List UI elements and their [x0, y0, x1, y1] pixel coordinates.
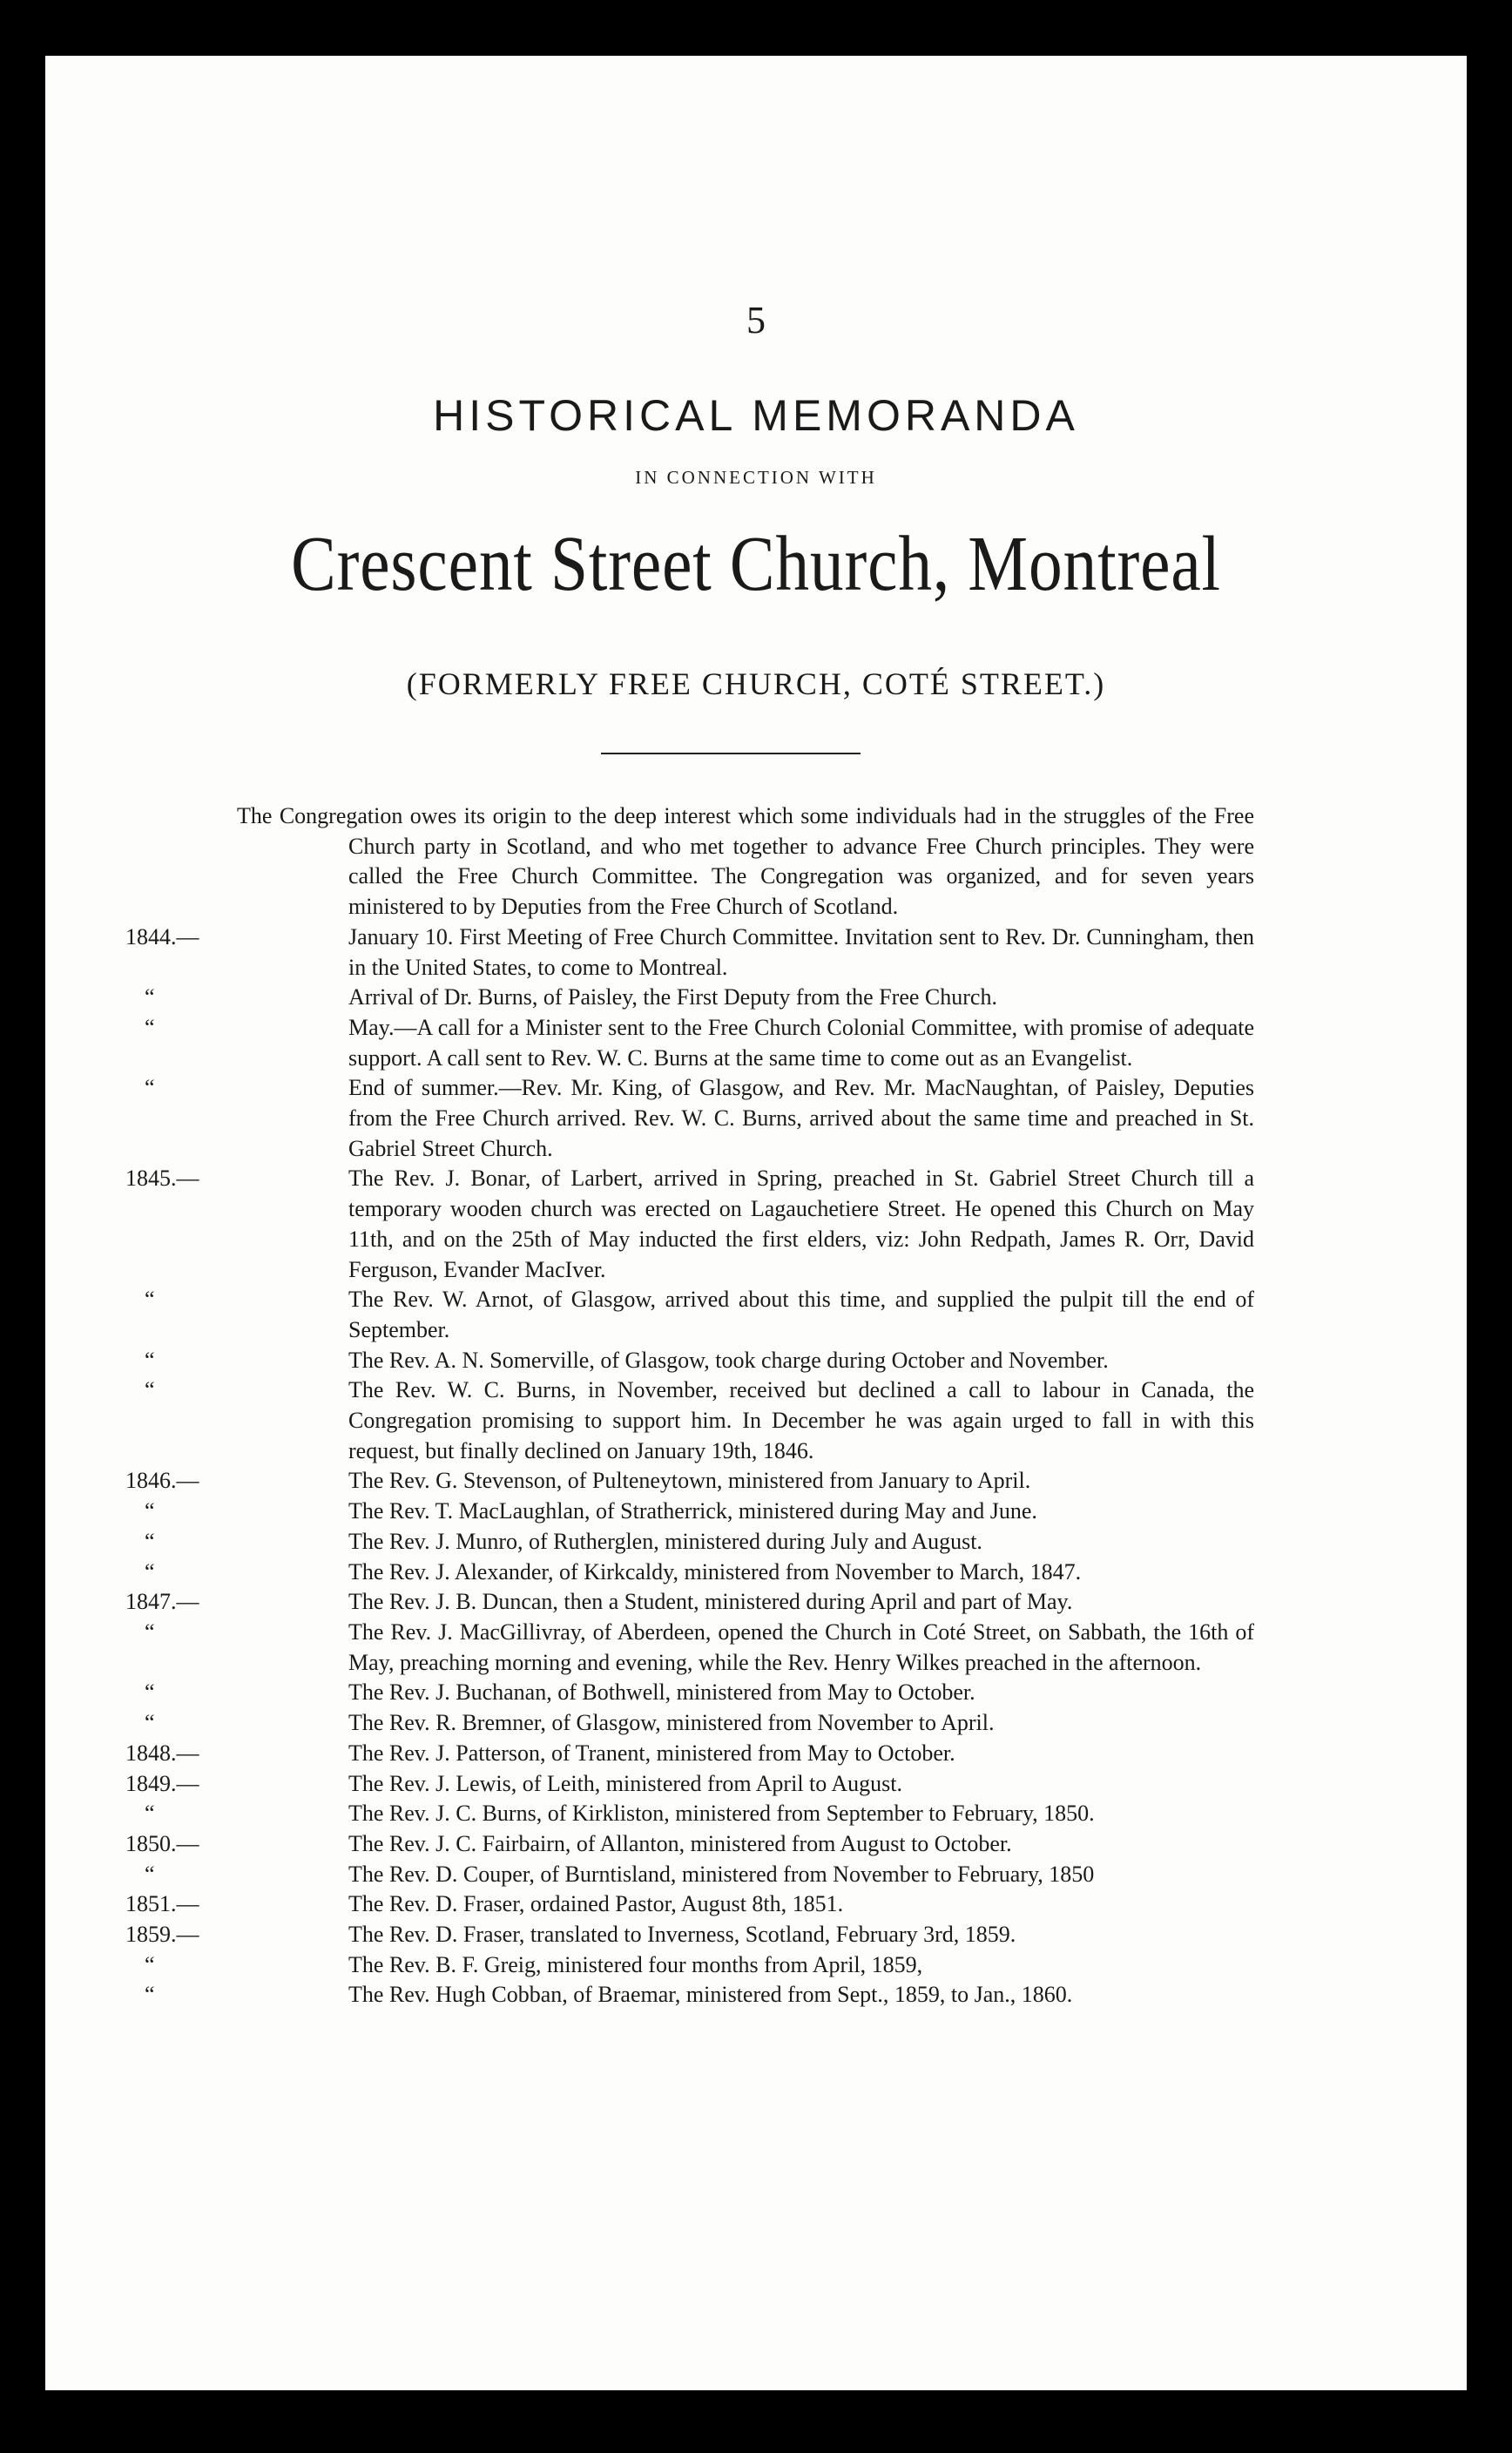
memoranda-entry: [145, 1618, 1254, 1678]
entry-text: The Rev. J. Lewis, of Leith, ministered from April to August.: [348, 1770, 902, 1796]
memoranda-entry: [145, 1799, 1254, 1829]
entry-year: 1845.—: [125, 1166, 199, 1192]
entry-text: The Rev. Hugh Cobban, of Braemar, ministered from Sept., 1859, to Jan., 1860.: [348, 1982, 1073, 2008]
entry-year: 1844.—: [125, 923, 199, 949]
memoranda-entry: [125, 1739, 1254, 1769]
memoranda-entry: [125, 1587, 1254, 1618]
entry-text: The Rev. T. MacLaughlan, of Stratherrick, ministered during May and June.: [348, 1498, 1037, 1524]
entry-ditto-mark: “: [145, 1951, 155, 1977]
entry-ditto-mark: “: [145, 1377, 155, 1403]
memoranda-entry: [145, 1678, 1254, 1708]
entry-text: The Rev. G. Stevenson, of Pulteneytown, ministered from January to April.: [348, 1468, 1031, 1494]
entry-text: The Rev. D. Fraser, translated to Inverness, Scotland, February 3rd, 1859.: [348, 1922, 1016, 1948]
memoranda-entry: [145, 1527, 1254, 1558]
entry-year: 1849.—: [125, 1770, 199, 1796]
entry-text: Arrival of Dr. Burns, of Paisley, the First Deputy from the Free Church.: [348, 984, 997, 1010]
memoranda-entry: [125, 1769, 1254, 1800]
page-subtitle: IN CONNECTION WITH: [635, 467, 877, 488]
entry-text: January 10. First Meeting of Free Church Committee. Invitation sent to Rev. Dr. Cunningham, then in the United States, to come to Montreal.: [348, 923, 1254, 980]
memoranda-entry: [145, 1346, 1254, 1376]
entry-year: 1846.—: [125, 1468, 199, 1494]
entry-year: 1851.—: [125, 1891, 199, 1917]
intro-paragraph: The Congregation owes its origin to the deep interest which some individuals had in the struggles of the Free Church party in Scotland, and who met together to advance Free Church principles. They were called the Free Church Committee. The Congregation was organized, and for seven years ministered to by Deputies from the Free Church of Scotland.: [237, 803, 1254, 920]
entry-ditto-mark: “: [145, 1287, 155, 1313]
memoranda-entry: [145, 1980, 1254, 2010]
entry-list: [125, 922, 1254, 2010]
memoranda-entry: [145, 1013, 1254, 1073]
entry-ditto-mark: “: [145, 1075, 155, 1101]
entry-text: The Rev. J. C. Burns, of Kirkliston, ministered from September to February, 1850.: [348, 1801, 1095, 1827]
memoranda-list: [125, 801, 1254, 2010]
entry-ditto-mark: “: [145, 984, 155, 1010]
memoranda-entry: [145, 1708, 1254, 1739]
entry-text: May.—A call for a Minister sent to the Free Church Colonial Committee, with promise of adequate support. A call sent to Rev. W. C. Burns at the same time to come out as an Evangelist.: [348, 1014, 1254, 1071]
entry-ditto-mark: “: [145, 1014, 155, 1040]
entry-ditto-mark: “: [145, 1982, 155, 2008]
entry-text: The Rev. D. Fraser, ordained Pastor, August 8th, 1851.: [348, 1891, 844, 1917]
entry-year: 1847.—: [125, 1589, 199, 1615]
entry-ditto-mark: “: [145, 1498, 155, 1524]
entry-text: The Rev. J. Patterson, of Tranent, ministered from May to October.: [348, 1740, 955, 1766]
document-page: [45, 56, 1467, 2390]
page-title: HISTORICAL MEMORANDA: [433, 391, 1079, 440]
entry-text: The Rev. J. Alexander, of Kirkcaldy, ministered from November to March, 1847.: [348, 1558, 1082, 1585]
entry-ditto-mark: “: [145, 1558, 155, 1585]
memoranda-entry: [145, 983, 1254, 1013]
entry-text: The Rev. J. B. Duncan, then a Student, ministered during April and part of May.: [348, 1589, 1073, 1615]
page-number: 5: [746, 299, 766, 341]
entry-ditto-mark: “: [145, 1710, 155, 1736]
entry-text: The Rev. J. C. Fairbairn, of Allanton, ministered from August to October.: [348, 1830, 1012, 1856]
entry-ditto-mark: “: [145, 1618, 155, 1645]
entry-ditto-mark: “: [145, 1801, 155, 1827]
former-name-heading: (FORMERLY FREE CHURCH, COTÉ STREET.): [406, 666, 1106, 701]
memoranda-entry: [145, 1285, 1254, 1345]
entry-text: The Rev. J. Buchanan, of Bothwell, ministered from May to October.: [348, 1679, 975, 1706]
entry-ditto-mark: “: [145, 1347, 155, 1373]
entry-year: 1848.—: [125, 1740, 199, 1766]
entry-text: The Rev. J. Bonar, of Larbert, arrived in Spring, preached in St. Gabriel Street Church till a temporary wooden church was erected on Lagauchetiere Street. He opened this Church on May 11th, and on the 25th of May inducted the first elders, viz: John Redpath, James R. Orr, David Ferguson, Evander MacIver.: [348, 1166, 1254, 1282]
memoranda-entry: [145, 1375, 1254, 1466]
memoranda-entry: [125, 1829, 1254, 1860]
entry-ditto-mark: “: [145, 1861, 155, 1887]
entry-text: The Rev. W. C. Burns, in November, received but declined a call to labour in Canada, the Congregation promising to support him. In December he was again urged to fall in with this request, but finally declined on January 19th, 1846.: [348, 1377, 1254, 1463]
memoranda-entry: [125, 1466, 1254, 1497]
entry-year: 1850.—: [125, 1830, 199, 1856]
memoranda-entry: [125, 1164, 1254, 1285]
entry-ditto-mark: “: [145, 1528, 155, 1554]
memoranda-entry: [145, 1860, 1254, 1890]
entry-text: The Rev. R. Bremner, of Glasgow, ministered from November to April.: [348, 1710, 995, 1736]
entry-text: End of summer.—Rev. Mr. King, of Glasgow, and Rev. Mr. MacNaughtan, of Paisley, Deputies from the Free Church arrived. Rev. W. C. Burns, arrived about the same time and preached in St. Gabriel Street Church.: [348, 1075, 1254, 1161]
memoranda-entry: [125, 1920, 1254, 1950]
memoranda-entry: [125, 1889, 1254, 1920]
memoranda-entry: [145, 1558, 1254, 1588]
memoranda-entry: [145, 1497, 1254, 1527]
entry-text: The Rev. J. MacGillivray, of Aberdeen, opened the Church in Coté Street, on Sabbath, the 16th of May, preaching morning and evening, while the Rev. Henry Wilkes preached in the afternoon.: [348, 1618, 1254, 1675]
entry-text: The Rev. B. F. Greig, ministered four months from April, 1859,: [348, 1951, 923, 1977]
memoranda-entry: [145, 1073, 1254, 1164]
divider-rule: [601, 753, 861, 754]
entry-year: 1859.—: [125, 1922, 199, 1948]
entry-text: The Rev. W. Arnot, of Glasgow, arrived about this time, and supplied the pulpit till the end of September.: [348, 1287, 1254, 1342]
memoranda-entry: [125, 922, 1254, 983]
entry-ditto-mark: “: [145, 1679, 155, 1706]
entry-text: The Rev. A. N. Somerville, of Glasgow, took charge during October and November.: [348, 1347, 1109, 1373]
entry-text: The Rev. D. Couper, of Burntisland, ministered from November to February, 1850: [348, 1861, 1095, 1887]
memoranda-entry: [145, 1950, 1254, 1981]
church-name-heading: Crescent Street Church, Montreal: [291, 521, 1221, 607]
entry-text: The Rev. J. Munro, of Rutherglen, ministered during July and August.: [348, 1528, 982, 1554]
